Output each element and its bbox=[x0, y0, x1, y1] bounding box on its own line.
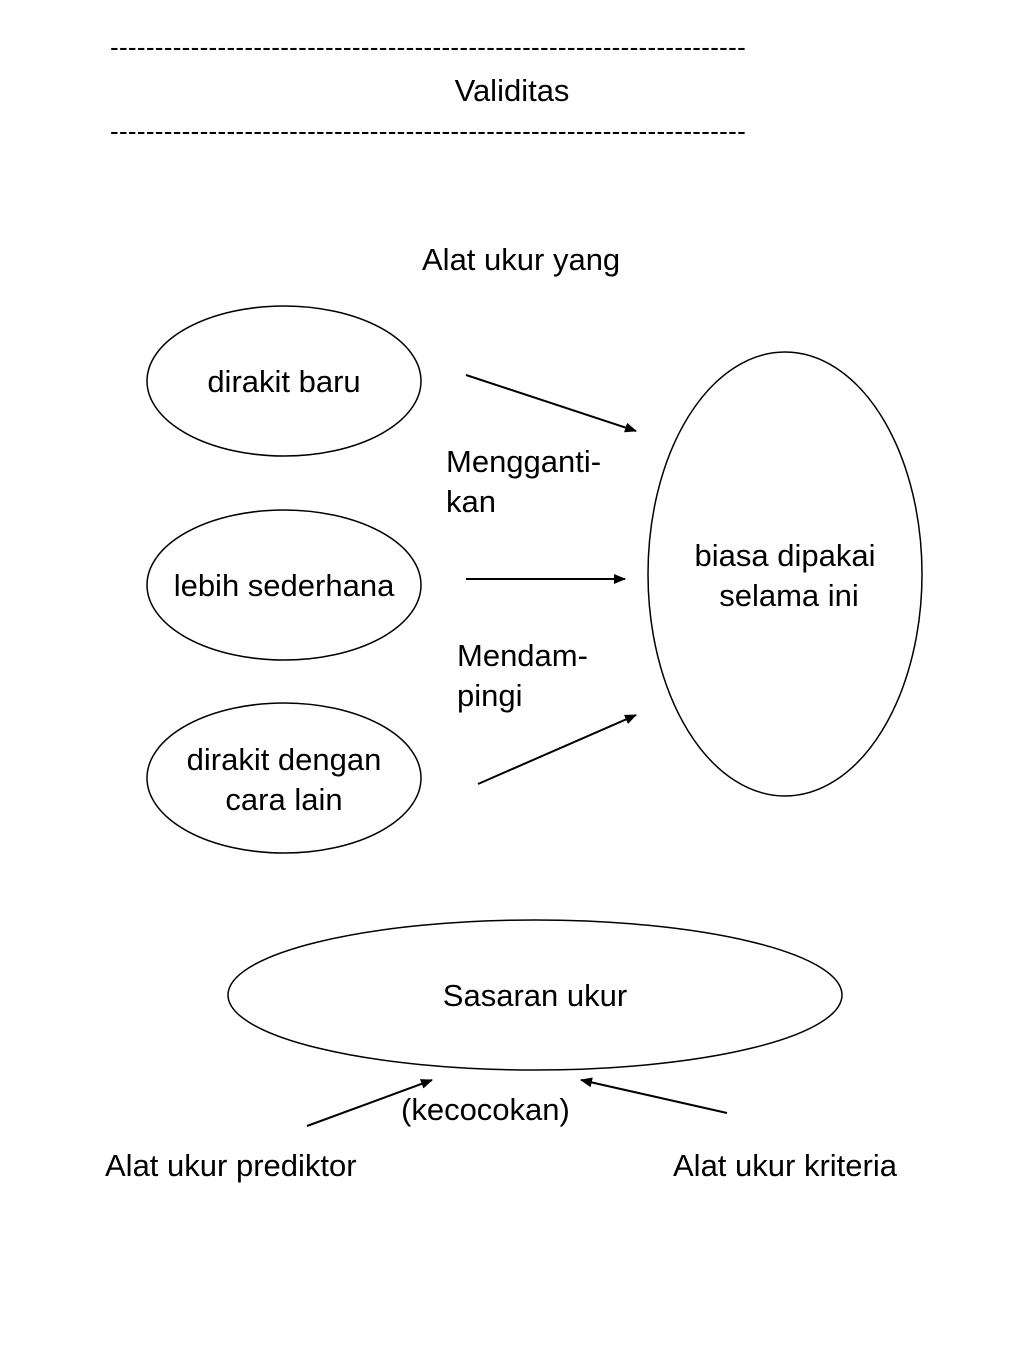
node-other-label-line2: cara lain bbox=[225, 782, 343, 817]
edge-label-match: (kecocokan) bbox=[401, 1092, 570, 1127]
label-criterion: Alat ukur kriteria bbox=[673, 1148, 897, 1183]
node-simple-label: lebih sederhana bbox=[173, 568, 395, 603]
header-rule-bottom: ----------------------------------------------------------------------- bbox=[110, 116, 747, 146]
node-existing-label-line1: biasa dipakai bbox=[694, 538, 876, 573]
edge-label-accompany-line2: pingi bbox=[457, 678, 523, 713]
edge-label-accompany-line1: Mendam- bbox=[457, 638, 588, 673]
header-rule-top: ----------------------------------------------------------------------- bbox=[110, 32, 747, 62]
diagram-heading: Alat ukur yang bbox=[422, 242, 621, 277]
page-title: Validitas bbox=[454, 73, 570, 108]
edge-label-replace-line1: Mengganti- bbox=[446, 444, 602, 479]
arrow-criterion-to-target bbox=[581, 1080, 727, 1113]
node-other-label-line1: dirakit dengan bbox=[186, 742, 382, 777]
node-target-label: Sasaran ukur bbox=[442, 978, 628, 1013]
node-new-label: dirakit baru bbox=[207, 364, 361, 399]
node-existing-label-line2: selama ini bbox=[719, 578, 859, 613]
arrow-new-to-existing bbox=[466, 375, 636, 431]
edge-label-replace-line2: kan bbox=[446, 484, 496, 519]
label-predictor: Alat ukur prediktor bbox=[105, 1148, 357, 1183]
arrow-other-to-existing bbox=[478, 715, 636, 784]
